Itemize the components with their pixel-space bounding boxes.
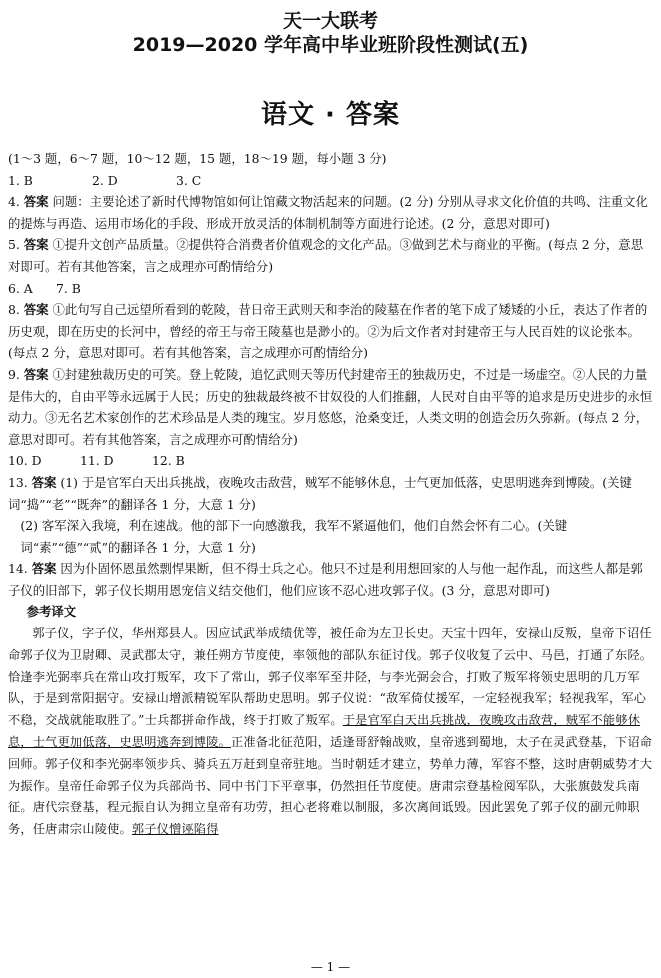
reference-translation (8, 623, 653, 841)
answer-label: 答案 (31, 474, 57, 490)
question-number: 13. (8, 474, 28, 490)
answer-label: 答案 (23, 302, 49, 318)
answer-label: 答案 (23, 366, 49, 382)
answers-1-3 (8, 170, 653, 192)
answer-7: 7. B (56, 280, 81, 296)
answer-11: 11. D (80, 453, 114, 469)
answer-text: ①此句写自己远望所看到的乾陵，昔日帝王武则天和李治的陵墓在作者的笔下成了矮矮的小丘，表达了作者的历史观，即在历史的长河中，曾经的帝王与帝王陵墓也是渺小的。②为后文作者对封建帝王与人民百姓的议论张本。(每点 2 分，意思对即可。若有其他答案，言之成理亦可酌情给分) (8, 302, 648, 361)
question-number: 4. (8, 194, 20, 210)
answer-3: 3. C (176, 172, 202, 188)
answer-label: 答案 (31, 561, 57, 577)
document-title: 语文 · 答案 (261, 100, 400, 130)
answer-text: ①封建独裁历史的可笑。登上乾陵，追忆武则天等历代封建帝王的独裁历史，不过是一场虚空。②人民的力量是伟大的，自由平等永远属于人民；历史的独裁最终被不甘奴役的人们推翻，人民对自由平等的追求是历史进步的永恒动力。③无名艺术家创作的艺术珍品是人类的瑰宝。岁月悠悠，沧桑变迁，人类文明的创造会历久弥新。(每点 2 分，意思对即可。若有其他答案，言之成理亦可酌情给分) (8, 366, 653, 447)
question-number: 8. (8, 302, 20, 318)
answer-text: 因为仆固怀恩虽然剽悍果断，但不得士兵之心。他只不过是利用想回家的人与他一起作乱，而这些人都是郭子仪的旧部下，郭子仪长期用恩宠信义结交他们，他们应该不忍心进攻郭子仪。(3 分，意思对即可) (8, 561, 643, 598)
answer-14 (8, 558, 653, 601)
answer-label: 答案 (23, 194, 49, 210)
answer-text: 问题：主要论述了新时代博物馆如何让馆藏文物活起来的问题。(2 分) 分别从寻求文化价值的共鸣、注重文化的提炼与再造、运用市场化的手段、形成开放灵活的体制机制等方面进行论述。(2 分，意思对即可) (8, 194, 648, 231)
answer-12: 12. B (152, 453, 185, 469)
translation-text: 正准备北征范阳，适逢哥舒翰战败，皇帝逃到蜀地，太子在灵武登基，下诏命回师。郭子仪和李光弼率领步兵、骑兵五万赶到皇帝驻地。当时朝廷才建立，势单力薄，军容不整，这时唐朝威势才大为振作。皇帝任命郭子仪为兵部尚书、同中书门下平章事，仍然担任节度使。唐肃宗登基检阅军队，大张旗鼓发兵南征。唐代宗登基，程元振自认为拥立皇帝有功劳，担心老将难以制服，多次离间诋毁。因此罢免了郭子仪的副元帅职务，任唐肃宗山陵使。 (8, 735, 653, 837)
answer-text: (1) 于是官军白天出兵挑战，夜晚攻击敌营，贼军不能够休息，士气更加低落，史思明逃奔到博陵。(关键词“捣”“老”“既奔”的翻译各 1 分，大意 1 分) (8, 474, 632, 512)
answer-6: 6. A (8, 280, 33, 296)
answer-label: 答案 (23, 237, 49, 253)
answer-4 (8, 191, 653, 234)
page-number: — 1 — (310, 960, 351, 974)
translation-underlined: 郭子仪憎诬陷得 (131, 822, 219, 837)
answer-8 (8, 299, 653, 364)
scoring-note: (1～3 题，6～7 题，10～12 题，15 题，18～19 题，每小题 3 分) (8, 151, 387, 166)
answers-10-12 (8, 450, 653, 472)
answer-text: ①提升文创产品质量。②提供符合消费者价值观念的文化产品。③做到艺术与商业的平衡。(每点 2 分，意思对即可。若有其他答案，言之成理亦可酌情给分) (8, 237, 644, 274)
question-number: 5. (8, 237, 20, 253)
answer-1: 1. B (8, 172, 33, 188)
header-subtitle: 2019—2020 学年高中毕业班阶段性测试(五) (132, 34, 529, 56)
answer-5 (8, 234, 653, 277)
answer-10: 10. D (8, 453, 42, 469)
answer-13 (8, 472, 653, 515)
question-number: 14. (8, 561, 28, 577)
translation-text: 郭子仪，字子仪，华州郑县人。因应试武举成绩优等，被任命为左卫长史。天宝十四年，安禄山反叛，皇帝下诏任命郭子仪为卫尉卿、灵武郡太守，兼任朔方节度使，率领他的部队东征讨伐。郭子仪收复了云中、马邑，打通了东陉。恰逢李光弼率兵在常山攻打叛军，攻下了常山，郭子仪率军至井陉，与李光弼会合，打败了叛军将领史思明的几万军队，于是到常阳据守。安禄山增派精锐军队帮助史思明。郭子仪说：“敌军倚仗援军，一定轻视我军；轻视我军，军心不稳，交战就能取胜了。”士兵都拼命作战，终于打败了叛军。 (8, 626, 653, 728)
reference-heading: 参考译文 (26, 604, 77, 620)
answers-6-7 (8, 278, 653, 300)
header-title: 天一大联考 (282, 10, 378, 32)
answer-13-part2: (2) 客军深入我境，利在速战。他的部下一向感激我，我军不紧逼他们，他们自然会怀有二心。(关键词“素”“德”“贰”的翻译各 1 分，大意 1 分) (20, 518, 568, 555)
answer-2: 2. D (92, 172, 118, 188)
question-number: 9. (8, 366, 20, 382)
answer-content (8, 148, 653, 841)
translation-underlined: 于是官军白天出兵挑战，夜晚攻击敌营，贼军不能够休息，士气更加低落，史思明逃奔到博陵。 (8, 713, 641, 750)
answer-9 (8, 364, 653, 450)
